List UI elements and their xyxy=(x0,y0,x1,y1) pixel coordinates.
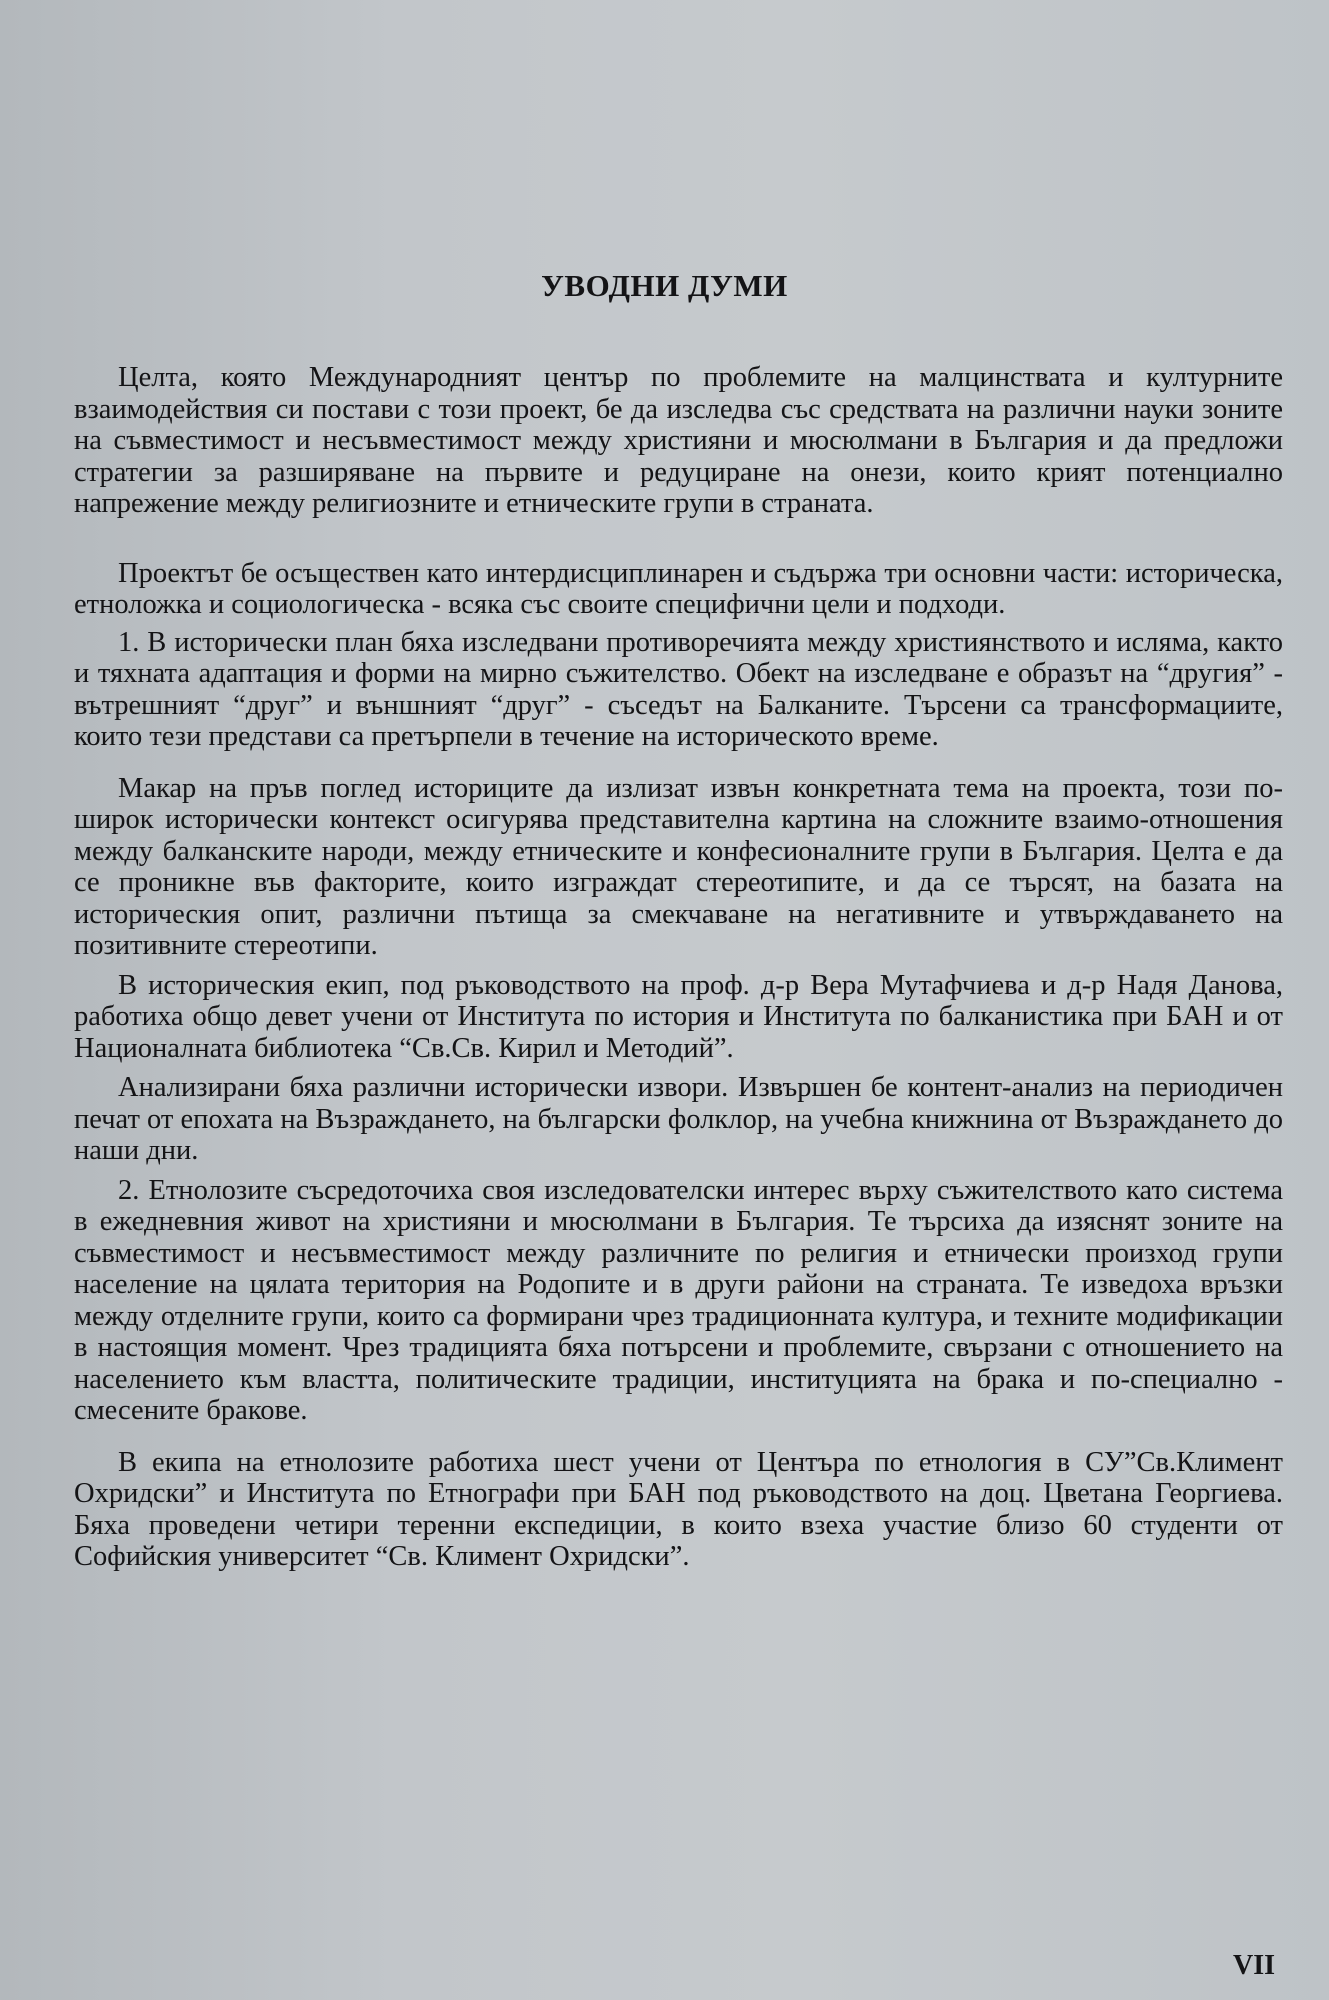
page-number: VII xyxy=(1232,1950,1275,1981)
paragraph: Проектът бе осъществен като интердисциплинарен и съдържа три основни части: историческа, етноложка и социологическа - всяка със своите специфични цели и подходи. xyxy=(74,557,1283,620)
paragraph: В историческия екип, под ръководството на проф. д-р Вера Мутафчиева и д-р Надя Данова, работиха общо девет учени от Института по история и Института по балканистика при БАН и от Националната библиотека “Св.Св. Кирил и Методий”. xyxy=(74,969,1283,1064)
paragraph: Макар на пръв поглед историците да излизат извън конкретната тема на проекта, този по-широк исторически контекст осигурява представителна картина на сложните взаимо-отношения между балканските народи, между етническите и конфесионалните групи в България. Целта е да се проникне във факторите, които изграждат стереотипите, и да се търсят, на базата на историческия опит, различни пътища за смекчаване на негативните и утвърждаването на позитивните стереотипи. xyxy=(74,772,1283,961)
paragraph: В екипа на етнолозите работиха шест учени от Центъра по етнология в СУ”Св.Климент Охридски” и Института по Етнографи при БАН под ръководството на доц. Цветана Георгиева. Бяха проведени четири теренни експедиции, в които взеха участие близо 60 студенти от Софийския университет “Св. Климент Охридски”. xyxy=(74,1446,1283,1572)
paragraph: Целта, която Международният център по проблемите на малцинствата и културните взаимодействия си постави с този проект, бе да изследва със средствата на различни науки зоните на съвместимост и несъвместимост между християни и мюсюлмани в България и да предложи стратегии за разширяване на първите и редуциране на онези, които крият потенциално напрежение между религиозните и етническите групи в страната. xyxy=(74,362,1283,519)
paragraph: 2. Етнолозите съсредоточиха своя изследователски интерес върху съжителството като система в ежедневния живот на християни и мюсюлмани в България. Те търсиха да изяснят зоните на съвместимост и несъвместимост между различните по религия и етнически произход групи население на цялата територия на Родопите и в други райони на страната. Те изведоха връзки между отделните групи, които са формирани чрез традиционната култура, и техните модификации в настоящия момент. Чрез традицията бяха потърсени и проблемите, свързани с отношението на населението към властта, политическите традиции, институцията на брака и по-специално - смесените бракове. xyxy=(74,1174,1283,1426)
page-title: УВОДНИ ДУМИ xyxy=(541,268,788,303)
paragraph: 1. В исторически план бяха изследвани противоречията между християнството и исляма, както и тяхната адаптация и форми на мирно съжителство. Обект на изследване е образът на “другия” - вътрешният “друг” и външният “друг” - съседът на Балканите. Търсени са трансформациите, които тези представи са претърпели в течение на историческото време. xyxy=(74,626,1283,752)
paragraph: Анализирани бяха различни исторически извори. Извършен бе контент-анализ на периодичен печат от епохата на Възраждането, на български фолклор, на учебна книжнина от Възраждането до наши дни. xyxy=(74,1072,1283,1166)
body-text xyxy=(74,362,1283,1593)
